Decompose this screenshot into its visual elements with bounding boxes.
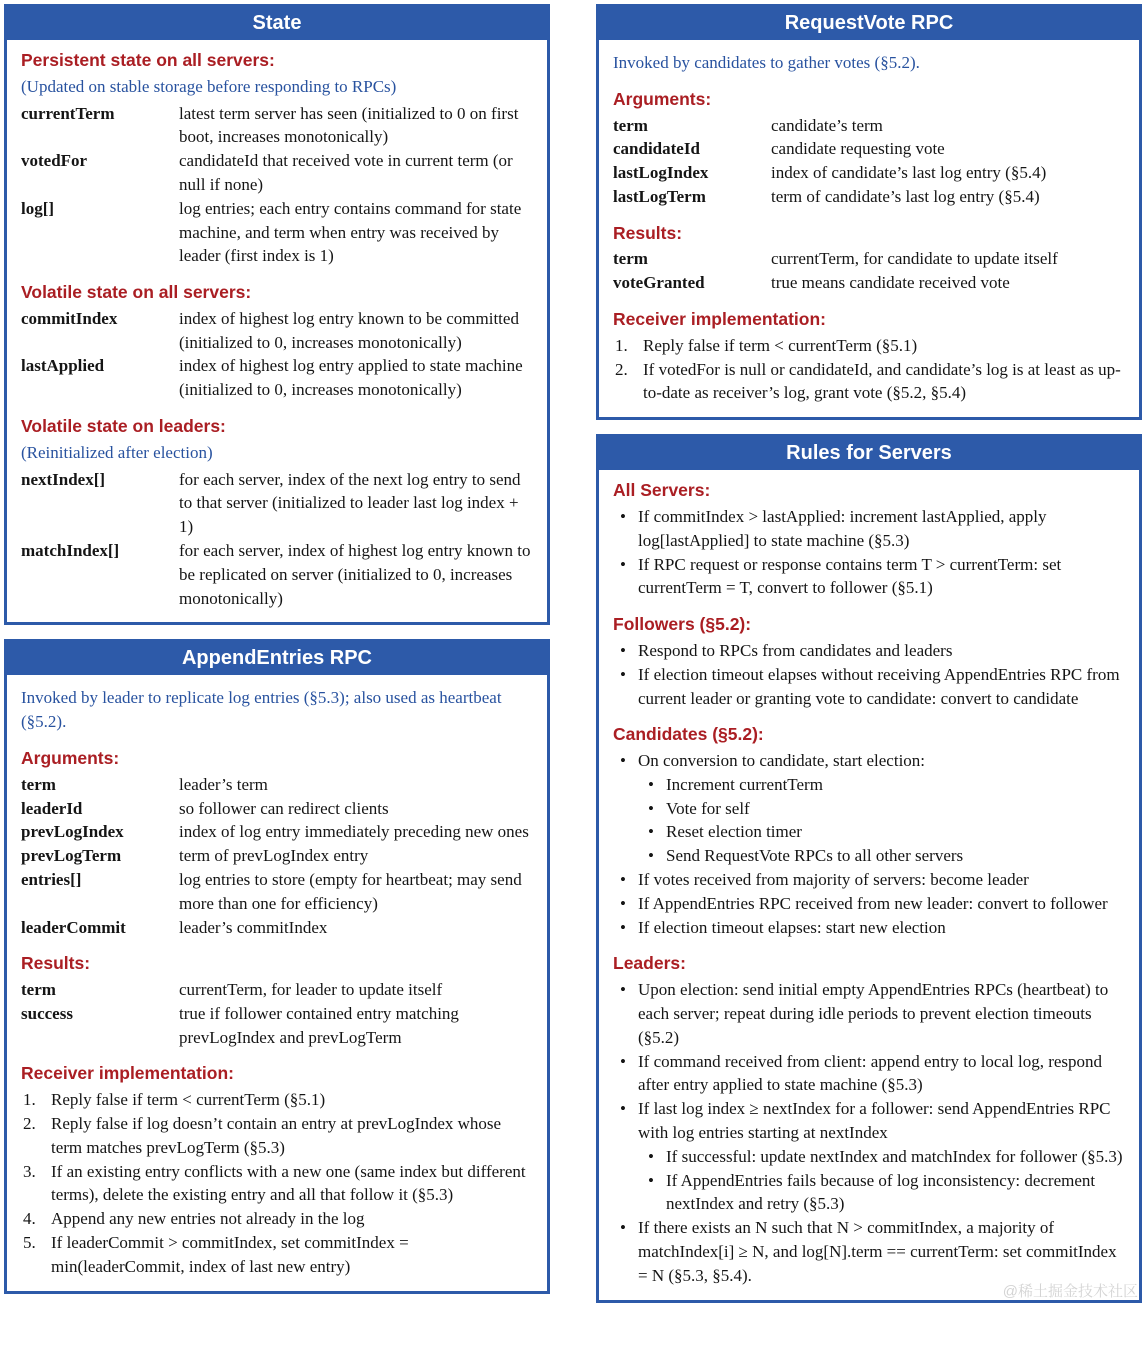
- results-heading: Results:: [21, 953, 91, 974]
- field-name: leaderCommit: [21, 917, 126, 937]
- rule-item: • On conversion to candidate, start election:: [613, 749, 1125, 773]
- field-desc: log entries to store (empty for heartbeat; may send more than one for efficiency): [179, 869, 522, 913]
- followers-heading: Followers (§5.2):: [613, 614, 752, 635]
- field-name: votedFor: [21, 151, 88, 171]
- field-name: entries[]: [21, 869, 82, 889]
- state-row: [21, 197, 533, 268]
- rule-item: • Upon election: send initial empty AppendEntries RPCs (heartbeat) to each server; repeat during idle periods to prevent election timeouts (§5.2): [613, 978, 1125, 1049]
- field-desc: currentTerm, for leader to update itself: [179, 980, 443, 1000]
- field-desc: true means candidate received vote: [771, 273, 1010, 293]
- rule-subitem: • If AppendEntries fails because of log inconsistency: decrement nextIndex and retry (§5.3): [613, 1169, 1125, 1217]
- appendentries-panel: [4, 639, 550, 1293]
- rule-item: • If RPC request or response contains term T > currentTerm: set currentTerm = T, convert to follower (§5.1): [613, 553, 1125, 601]
- field-desc: leader’s term: [179, 774, 268, 794]
- rule-subitem: • If successful: update nextIndex and matchIndex for follower (§5.3): [613, 1145, 1125, 1169]
- numbered-item: [21, 1112, 533, 1160]
- argument-row: [21, 844, 533, 868]
- leaders-heading: Leaders:: [613, 953, 686, 974]
- numbered-item: [21, 1160, 533, 1208]
- rule-item: • If AppendEntries RPC received from new leader: convert to follower: [613, 892, 1125, 916]
- all-servers-heading: All Servers:: [613, 480, 711, 501]
- field-desc: term of candidate’s last log entry (§5.4): [771, 186, 1040, 206]
- field-desc: candidateId that received vote in current term (or null if none): [179, 151, 513, 194]
- receiver-implementation-heading: Receiver implementation:: [21, 1063, 234, 1084]
- state-panel: [4, 4, 550, 625]
- right-column: [596, 4, 1142, 1303]
- appendentries-intro: Invoked by leader to replicate log entries (§5.3); also used as heartbeat (§5.2).: [21, 688, 502, 732]
- item-text: If leaderCommit > commitIndex, set commitIndex = min(leaderCommit, index of last new entry): [51, 1232, 409, 1276]
- field-desc: true if follower contained entry matching prevLogIndex and prevLogTerm: [179, 1003, 459, 1047]
- field-desc: for each server, index of the next log entry to send to that server (initialized to leader last log index + 1): [179, 469, 521, 537]
- persistent-state-heading: Persistent state on all servers:: [21, 50, 275, 70]
- field-desc: candidate requesting vote: [771, 139, 945, 159]
- item-number: 5.: [23, 1232, 36, 1252]
- requestvote-panel: [596, 4, 1142, 420]
- item-number: 2.: [615, 359, 628, 379]
- numbered-item: [21, 1231, 533, 1279]
- field-desc: index of log entry immediately preceding new ones: [179, 822, 529, 842]
- rule-subitem: • Vote for self: [613, 797, 1125, 821]
- item-text: Reply false if term < currentTerm (§5.1): [51, 1090, 326, 1110]
- field-desc: for each server, index of highest log entry known to be replicated on server (initialized to 0, increases monotonically): [179, 541, 531, 608]
- field-name: matchIndex[]: [21, 541, 120, 560]
- item-text: If an existing entry conflicts with a new one (same index but different terms), delete the existing entry and all that follow it (§5.3): [51, 1161, 526, 1205]
- argument-row: [21, 820, 533, 844]
- left-column: [4, 4, 550, 1303]
- arguments-heading: Arguments:: [21, 747, 120, 768]
- rule-item: • Respond to RPCs from candidates and leaders: [613, 639, 1125, 663]
- numbered-item: [613, 358, 1125, 406]
- argument-row: [21, 773, 533, 797]
- result-row: [613, 247, 1125, 271]
- numbered-item: [613, 334, 1125, 358]
- field-name: lastLogTerm: [613, 186, 706, 206]
- rule-item: • If election timeout elapses without receiving AppendEntries RPC from current leader or granting vote to candidate: convert to candidate: [613, 663, 1125, 711]
- field-name: prevLogTerm: [21, 846, 122, 866]
- item-text: Append any new entries not already in the log: [51, 1209, 365, 1229]
- rule-item: • If last log index ≥ nextIndex for a follower: send AppendEntries RPC with log entries starting at nextIndex: [613, 1097, 1125, 1145]
- field-name: success: [21, 1003, 73, 1023]
- argument-row: [21, 916, 533, 940]
- argument-row: [613, 161, 1125, 185]
- result-row: [21, 978, 533, 1002]
- argument-row: [21, 797, 533, 821]
- field-name: term: [613, 249, 648, 269]
- field-desc: latest term server has seen (initialized to 0 on first boot, increases monotonically): [179, 103, 519, 147]
- field-name: candidateId: [613, 139, 700, 159]
- field-name: lastApplied: [21, 356, 105, 376]
- field-name: term: [21, 980, 56, 1000]
- rule-item: • If command received from client: append entry to local log, respond after entry applied to state machine (§5.3): [613, 1050, 1125, 1098]
- persistent-state-note: (Updated on stable storage before responding to RPCs): [21, 76, 397, 96]
- argument-row: [613, 185, 1125, 209]
- field-desc: index of highest log entry known to be committed (initialized to 0, increases monotonically): [179, 308, 519, 352]
- result-row: [21, 1002, 533, 1050]
- field-desc: leader’s commitIndex: [179, 917, 328, 937]
- field-name: nextIndex[]: [21, 469, 106, 489]
- field-desc: index of highest log entry applied to state machine (initialized to 0, increases monotonically): [179, 356, 523, 400]
- state-panel-body: [7, 40, 547, 622]
- field-name: leaderId: [21, 798, 83, 818]
- rule-item: • If commitIndex > lastApplied: increment lastApplied, apply log[lastApplied] to state machine (§5.3): [613, 505, 1125, 553]
- argument-row: [613, 114, 1125, 138]
- field-name: currentTerm: [21, 103, 115, 123]
- numbered-item: [21, 1207, 533, 1231]
- rule-subitem: • Send RequestVote RPCs to all other servers: [613, 844, 1125, 868]
- receiver-implementation-heading: Receiver implementation:: [613, 309, 826, 330]
- argument-row: [21, 868, 533, 916]
- rules-panel-title: Rules for Servers: [599, 437, 1139, 470]
- item-number: 4.: [23, 1209, 36, 1229]
- state-row: [21, 102, 533, 150]
- field-name: log[]: [21, 198, 55, 218]
- item-number: 1.: [615, 335, 628, 355]
- rule-subitem: • Increment currentTerm: [613, 773, 1125, 797]
- requestvote-panel-title: RequestVote RPC: [599, 7, 1139, 40]
- requestvote-intro: Invoked by candidates to gather votes (§5.2).: [613, 53, 920, 72]
- rule-item: • If there exists an N such that N > commitIndex, a majority of matchIndex[i] ≥ N, and log[N].term == currentTerm: set commitIndex = N (§5.3, §5.4).: [613, 1216, 1125, 1287]
- field-name: lastLogIndex: [613, 163, 709, 183]
- site-watermark: @稀土掘金技术社区: [1002, 1282, 1138, 1300]
- item-number: 3.: [23, 1161, 36, 1181]
- field-name: term: [613, 115, 648, 135]
- volatile-leaders-note: (Reinitialized after election): [21, 442, 213, 462]
- rules-panel: [596, 434, 1142, 1302]
- field-name: voteGranted: [613, 273, 705, 293]
- field-desc: currentTerm, for candidate to update itself: [771, 249, 1058, 269]
- state-row: [21, 468, 533, 539]
- field-name: prevLogIndex: [21, 822, 124, 842]
- rule-item: • If votes received from majority of servers: become leader: [613, 868, 1125, 892]
- state-row: [21, 539, 533, 610]
- field-desc: candidate’s term: [771, 115, 883, 135]
- item-text: If votedFor is null or candidateId, and candidate’s log is at least as up-to-date as receiver’s log, grant vote (§5.2, §5.4): [643, 359, 1121, 403]
- rules-panel-body: [599, 470, 1139, 1299]
- argument-row: [613, 137, 1125, 161]
- volatile-leaders-heading: Volatile state on leaders:: [21, 416, 226, 437]
- field-name: commitIndex: [21, 308, 118, 328]
- arguments-heading: Arguments:: [613, 88, 712, 109]
- result-row: [613, 271, 1125, 295]
- appendentries-panel-body: [7, 675, 547, 1290]
- item-number: 2.: [23, 1114, 36, 1133]
- state-row: [21, 149, 533, 197]
- field-desc: term of prevLogIndex entry: [179, 846, 369, 866]
- state-row: [21, 354, 533, 402]
- field-desc: index of candidate’s last log entry (§5.4): [771, 163, 1047, 183]
- item-number: 1.: [23, 1090, 36, 1110]
- requestvote-panel-body: [599, 40, 1139, 417]
- item-text: Reply false if term < currentTerm (§5.1): [643, 335, 918, 355]
- rule-item: • If election timeout elapses: start new election: [613, 916, 1125, 940]
- state-panel-title: State: [7, 7, 547, 40]
- field-desc: so follower can redirect clients: [179, 798, 389, 818]
- field-desc: log entries; each entry contains command for state machine, and term when entry was received by leader (first index is 1): [179, 198, 522, 266]
- rule-subitem: • Reset election timer: [613, 820, 1125, 844]
- results-heading: Results:: [613, 222, 683, 243]
- state-row: [21, 307, 533, 355]
- volatile-state-heading: Volatile state on all servers:: [21, 282, 252, 303]
- numbered-item: [21, 1088, 533, 1112]
- appendentries-panel-title: AppendEntries RPC: [7, 642, 547, 675]
- field-name: term: [21, 774, 56, 794]
- candidates-heading: Candidates (§5.2):: [613, 724, 764, 745]
- item-text: Reply false if log doesn’t contain an entry at prevLogIndex whose term matches prevLogTerm (§5.3): [51, 1114, 502, 1157]
